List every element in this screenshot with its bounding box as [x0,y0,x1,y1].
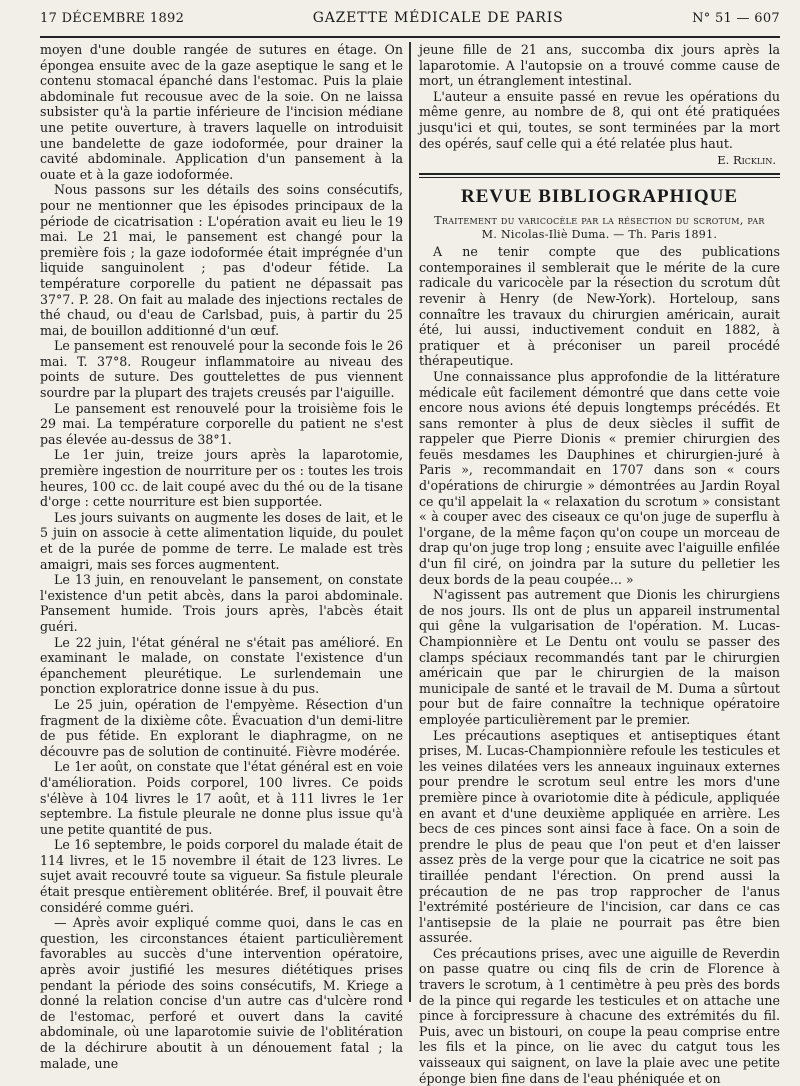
paragraph: jeune fille de 21 ans, succomba dix jours après la laparotomie. A l'autopsie on a trouvé comme cause de mort, un étranglement intestinal. [419,42,780,89]
paragraph: Le 22 juin, l'état général ne s'était pas amélioré. En examinant le malade, on constate l'existence d'un épanchement pleurétique. Le surlendemain une ponction exploratrice donne issue à du pus. [40,634,403,697]
columns [40,42,780,1086]
paragraph: Le 13 juin, en renouvelant le pansement, on constate l'existence d'un petit abcès, dans la paroi abdominale. Pansement humide. Trois jours après, l'abcès était guéri. [40,572,403,634]
section-divider [419,173,780,178]
paragraph: Le pansement est renouvelé pour la seconde fois le 26 mai. T. 37°8. Rougeur inflammatoire au niveau des points de suture. Des gouttelettes de pus viennent sourdre par la plupart des trajets creusés par l'aiguille. [40,338,403,401]
paragraph: Le 1er juin, treize jours après la laparotomie, première ingestion de nourriture per os : toutes les trois heures, 100 cc. de lait coupé avec du thé ou de la tisane d'orge : cette nourriture est bien supportée. [40,447,403,510]
left-column [40,42,409,1071]
right-column [411,42,780,1086]
paragraph: moyen d'une double rangée de sutures en étage. On épongea ensuite avec de la gaze aseptique le sang et le contenu stomacal épanché dans l'estomac. Puis la plaie abdominale fut recousue avec de la soie. On ne laissa subsister qu'à la partie inférieure de l'incision médiane une petite ouverture, à travers laquelle on introduisit une bandelette de gaze iodoformée, pour drainer la cavité abdominale. Application d'un pansement à la ouate et à la gaze iodoformée. [40,42,403,182]
journal-title: GAZETTE MÉDICALE DE PARIS [312,10,564,26]
section-heading: REVUE BIBLIOGRAPHIQUE [460,186,739,208]
review-title [419,214,780,242]
author-signature: E. Ricklin. [717,153,776,168]
paragraph: Le pansement est renouvelé pour la troisième fois le 29 mai. La température corporelle du patient ne s'est pas élevée au-dessus de 38°1. [40,400,403,447]
paragraph: Les précautions aseptiques et antiseptiques étant prises, M. Lucas-Championnière refoule les testicules et les veines dilatées vers les anneaux inguinaux externes pour prendre le scrotum seul entre les mors d'une première pince à ovariotomie dite à pédicule, appliquée en avant et d'une deuxième appliquée en arrière. Les becs de ces pinces sont ainsi face à face. On a soin de prendre le plus de peau que l'on peut et d'en laisser assez près de la verge pour que la cicatrice ne soit pas tiraillée pendant l'érection. On prend aussi la précaution de ne pas trop rapprocher de l'anus l'extrémité postérieure de l'incision, car dans ce cas l'antisepsie de la plaie ne pourrait pas être bien assurée. [419,727,780,946]
paragraph: Nous passons sur les détails des soins consécutifs, pour ne mentionner que les épisodes principaux de la période de cicatrisation : L'opération avait eu lieu le 19 mai. Le 21 mai, le pansement est changé pour la première fois ; la gaze iodoformée était imprégnée d'un liquide sanguinolent ; pas d'odeur fétide. La température corporelle du patient ne dépassait pas 37°7. P. 28. On fait au malade des injections rectales de thé chaud, ou d'eau de Carlsbad, puis, à partir du 25 mai, de bouillon additionné d'un œuf. [40,182,403,338]
paragraph: Le 25 juin, opération de l'empyème. Résection d'un fragment de la dixième côte. Évacuation d'un demi-litre de pus fétide. En explorant le diaphragme, on ne découvre pas de solution de continuité. Fièvre modérée. [40,696,403,759]
paragraph: N'agissent pas autrement que Dionis les chirurgiens de nos jours. Ils ont de plus un appareil instrumental qui gêne la vulgarisation de l'opération. M. Lucas-Championnière et Le Dentu ont voulu se passer des clamps spéciaux recommandés tant par le chirurgien américain que par le chirurgien de la maison municipale de santé et le travail de M. Duma a sûrtout pour but de faire connaître la technique opératoire employée particulièrement par le premier. [419,587,780,727]
page-number: N° 51 — 607 [692,11,780,26]
paragraph: — Après avoir expliqué comme quoi, dans le cas en question, les circonstances étaient particulièrement favorables au succès d'une intervention opératoire, après avoir justifié les mesures diététiques prises pendant la période des soins consécutifs, M. Kriege a donné la relation concise d'un autre cas d'ulcère rond de l'estomac, perforé et ouvert dans la cavité abdominale, où une laparotomie suivie de l'oblitération de la déchirure aboutit à un dénouement fatal ; la malade, une [40,915,403,1071]
paragraph: Une connaissance plus approfondie de la littérature médicale eût facilement démontré que dans cette voie encore nous avions été depuis longtemps précédés. Et sans remonter à plus de deux siècles il suffit de rappeler que Pierre Dionis « premier chirurgien des feuës mesdames les Dauphines et chirurgien-juré à Paris », recommandait en 1707 dans son « cours d'opérations de chirurgie » démontrées au Jardin Royal ce qu'il appelait la « relaxation du scrotum » consistant « à couper avec des ciseaux ce qu'on juge de superflu à l'organe, de la même façon qu'on coupe un morceau de drap qu'on juge trop long ; ensuite avec l'aiguille enfilée d'un fil ciré, on joindra par la suture du pelletier les deux bords de la peau coupée... » [419,368,780,587]
paragraph: L'auteur a ensuite passé en revue les opérations du même genre, au nombre de 8, qui ont été pratiquées jusqu'ici et qui, toutes, se sont terminées par la mort des opérés, sauf celle qui a été relatée plus haut. [419,88,780,151]
paragraph: Les jours suivants on augmente les doses de lait, et le 5 juin on associe à cette alimentation liquide, du poulet et de la purée de pomme de terre. Le malade est très amaigri, mais ses forces augmentent. [40,509,403,572]
review-author: M. Nicolas-Iliè Duma. — Th. Paris 1891. [481,228,718,242]
paragraph: A ne tenir compte que des publications contemporaines il semblerait que le mérite de la cure radicale du varicocèle par la résection du scrotum dût revenir à Henry (de New-York). Horteloup, sans connaître les travaux du chirurgien américain, aurait été, lui aussi, inductivement conduit en 1882, à pratiquer et à préconiser un pareil procédé thérapeutique. [419,244,780,369]
page-header [40,10,780,38]
review-subject: Traitement du varicocèle par la résection du scrotum, par [434,214,765,228]
paragraph: Ces précautions prises, avec une aiguille de Reverdin on passe quatre ou cinq fils de crin de Florence à travers le scrotum, à 1 centimètre à peu près des bords de la pince qui regarde les testicules et on attache une pince à forcipressure à chacune des extrémités du fil. Puis, avec un bistouri, on coupe la peau comprise entre les fils et la pince, on lie avec du catgut tous les vaisseaux qui saignent, on lave la plaie avec une petite éponge bien fine dans de l'eau phéniquée et on [419,945,780,1086]
paragraph: Le 1er août, on constate que l'état général est en voie d'amélioration. Poids corporel, 100 livres. Ce poids s'élève à 104 livres le 17 août, et à 111 livres le 1er septembre. La fistule pleurale ne donne plus issue qu'à une petite quantité de pus. [40,759,403,837]
issue-date: 17 DÉCEMBRE 1892 [40,11,185,26]
paragraph: Le 16 septembre, le poids corporel du malade était de 114 livres, et le 15 novembre il était de 123 livres. Le sujet avait recouvré toute sa vigueur. Sa fistule pleurale était presque entièrement oblitérée. Bref, il pouvait être considéré comme guéri. [40,837,403,915]
